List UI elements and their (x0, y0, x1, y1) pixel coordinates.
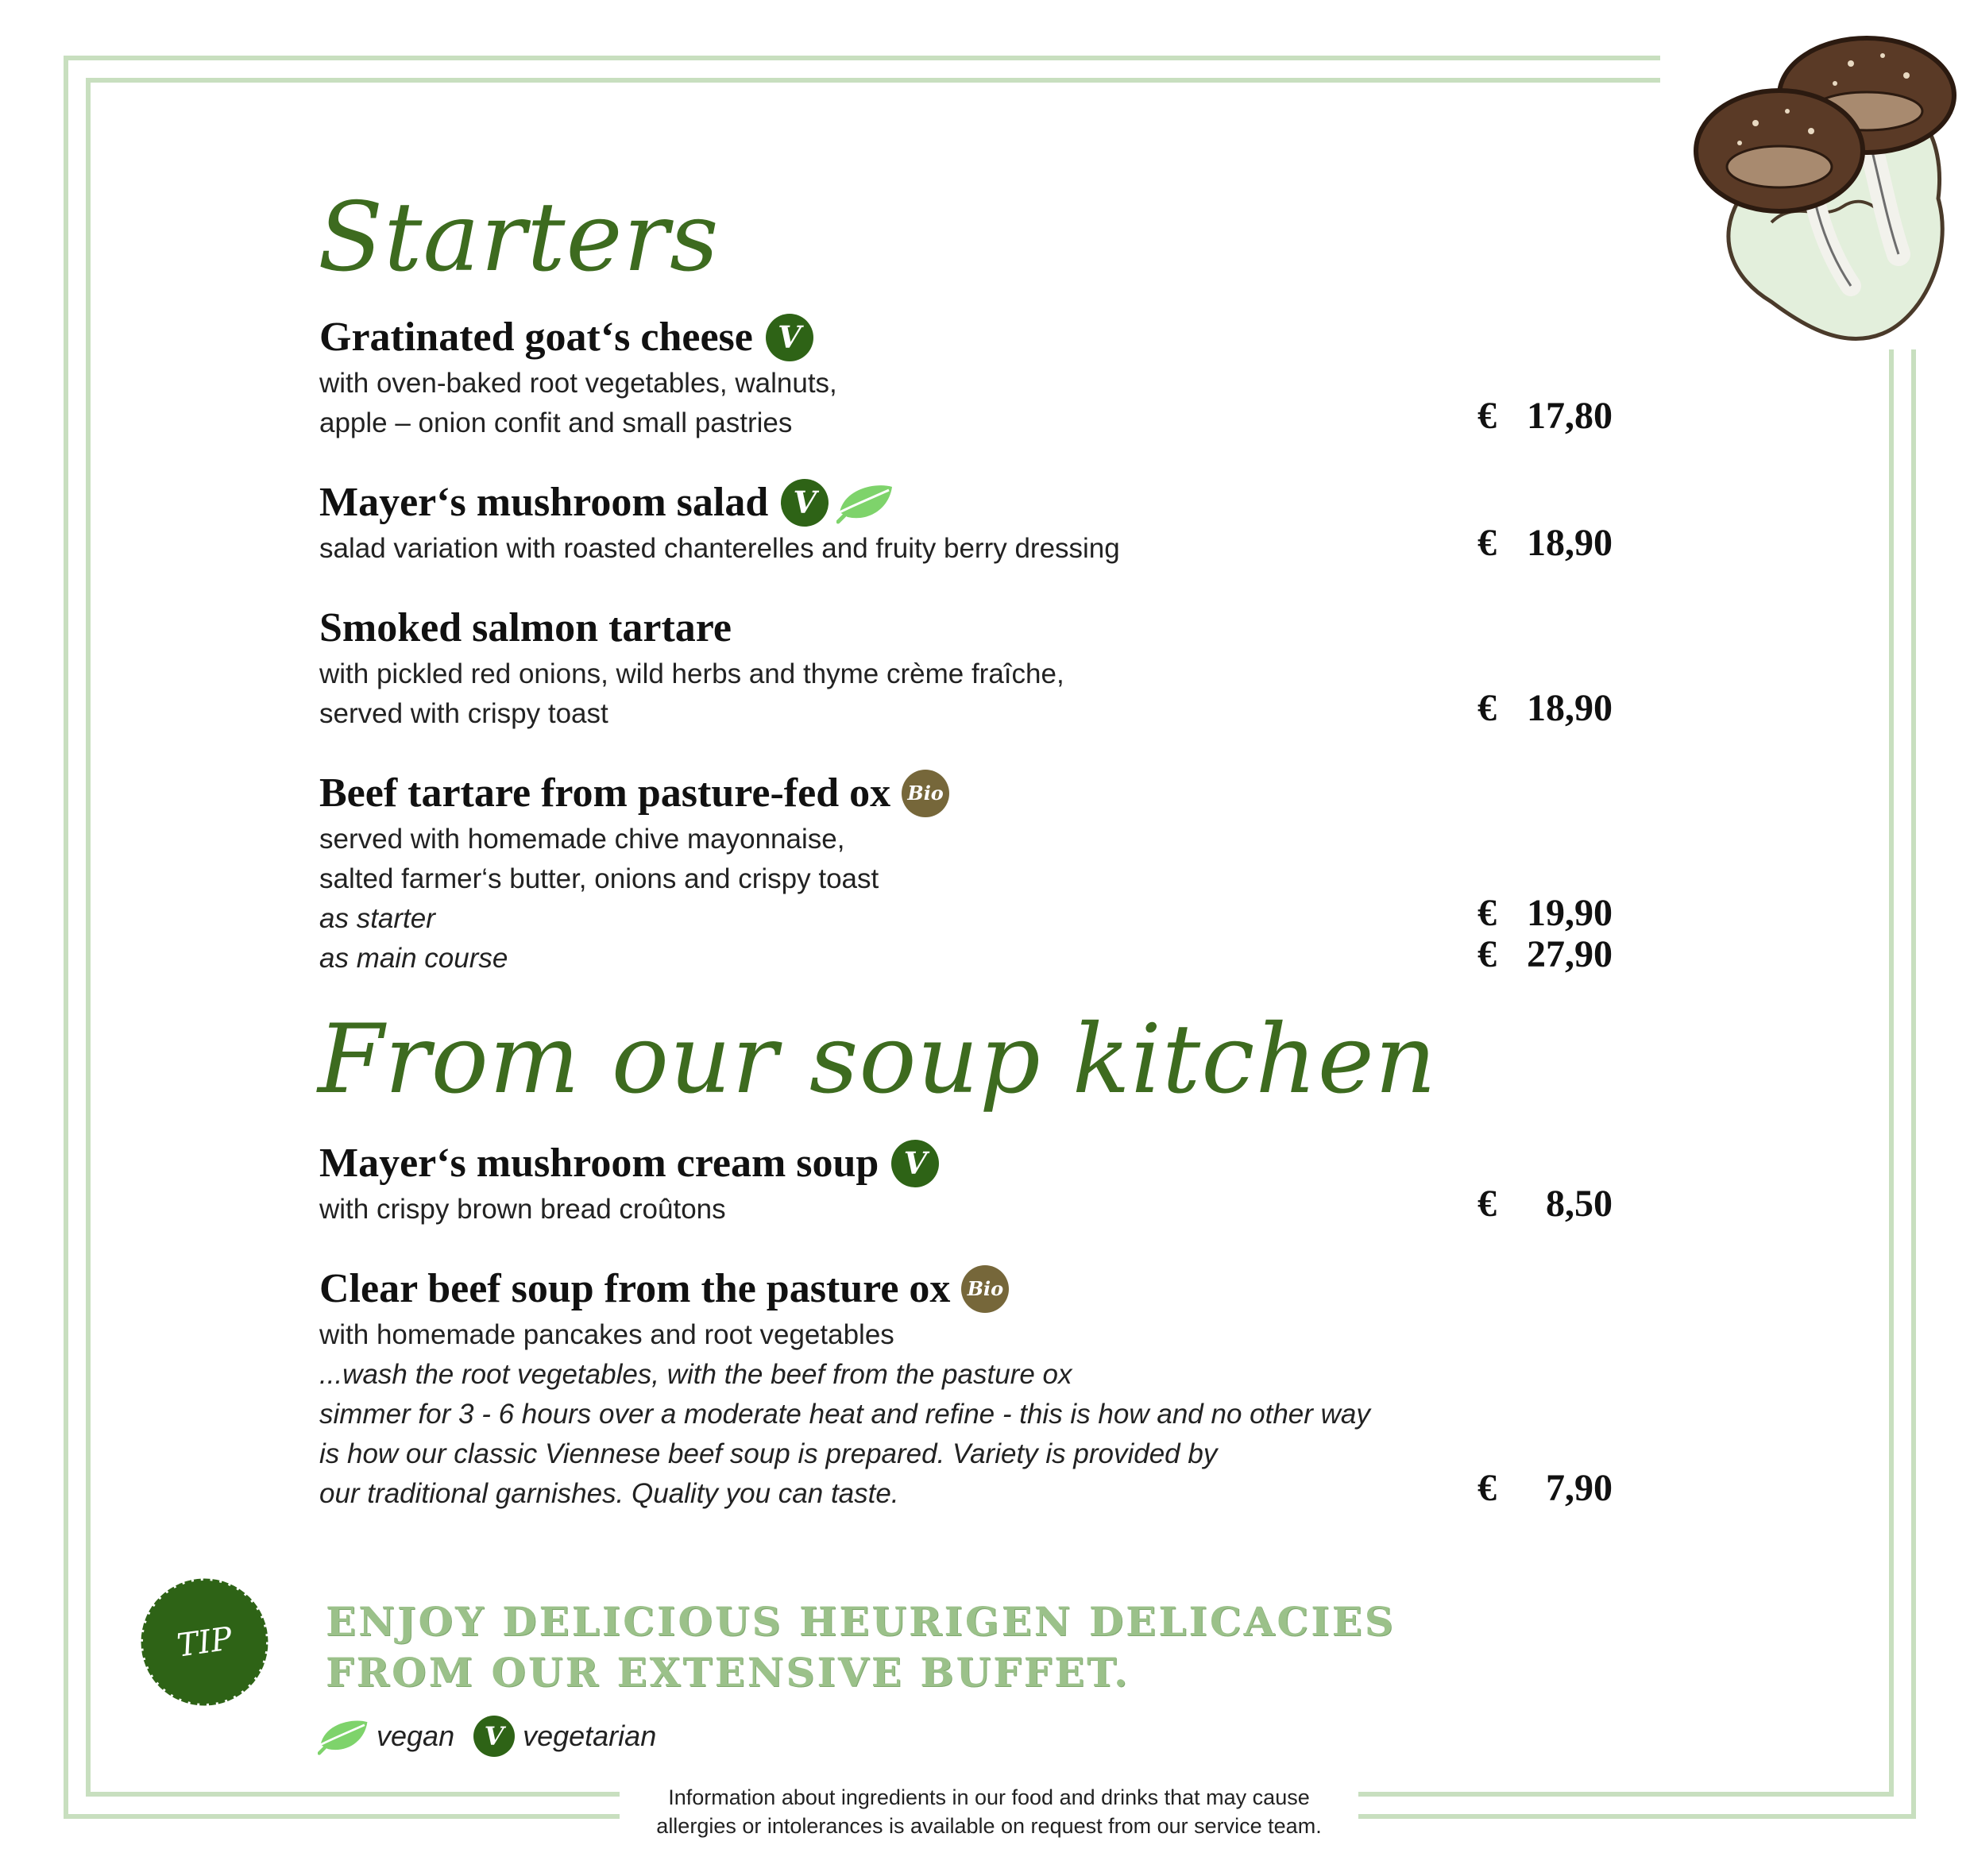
dish-description: served with homemade chive mayonnaise, (319, 824, 845, 855)
price-value: 19,90 (1527, 892, 1613, 934)
footnote-line: allergies or intolerances is available on request from our service team. (656, 1814, 1322, 1838)
menu-item-mushroom-soup (319, 1137, 1622, 1229)
variant-label: as main course (319, 943, 508, 974)
dish-description: with homemade pancakes and root vegetables (319, 1319, 894, 1350)
dish-description: salad variation with roasted chanterelles and fruity berry dressing (319, 533, 1120, 564)
price (1478, 1466, 1613, 1510)
bio-badge-icon: Bio (961, 1265, 1009, 1313)
dish-name: Smoked salmon tartare (319, 605, 732, 650)
tip-badge-icon (139, 1577, 270, 1708)
currency-symbol: € (1478, 687, 1497, 729)
soup-section-title: From our soup kitchen (318, 1005, 1438, 1115)
dish-description: with oven-baked root vegetables, walnuts, (319, 368, 837, 399)
vegetarian-badge-icon: V (781, 479, 829, 527)
price-value: 27,90 (1527, 933, 1613, 975)
price (1478, 932, 1613, 976)
bio-badge-icon: Bio (902, 770, 949, 817)
price (1478, 521, 1613, 565)
price-value: 7,90 (1546, 1467, 1613, 1509)
dish-description: salted farmer‘s butter, onions and crispy toast (319, 863, 879, 894)
price (1478, 394, 1613, 438)
buffet-line: FROM OUR EXTENSIVE BUFFET. (326, 1649, 1130, 1696)
menu-item-beef-tartare (319, 767, 1622, 979)
dish-description: with pickled red onions, wild herbs and thyme crème fraîche, (319, 658, 1064, 689)
allergen-footnote (620, 1783, 1358, 1840)
vegetarian-badge-icon: V (473, 1716, 515, 1757)
price (1478, 891, 1613, 935)
buffet-tip-text (326, 1596, 1396, 1698)
price-value: 17,80 (1527, 395, 1613, 437)
menu-item-mushroom-salad (319, 477, 1622, 569)
menu-item-beef-soup (319, 1263, 1622, 1514)
dish-name: Beef tartare from pasture-fed ox (319, 770, 891, 816)
currency-symbol: € (1478, 892, 1497, 934)
price-value: 8,50 (1546, 1183, 1613, 1225)
footnote-line: Information about ingredients in our food and drinks that may cause (668, 1785, 1310, 1809)
dish-name: Mayer‘s mushroom salad (319, 480, 769, 525)
menu-item-salmon-tartare (319, 602, 1622, 734)
legend (318, 1716, 656, 1757)
currency-symbol: € (1478, 1467, 1497, 1509)
price-value: 18,90 (1527, 522, 1613, 564)
menu-item-goats-cheese (319, 311, 1622, 443)
dish-name: Gratinated goat‘s cheese (319, 315, 753, 360)
legend-vegetarian-label: vegetarian (523, 1720, 657, 1752)
vegan-leaf-icon (318, 1716, 370, 1756)
dish-story: is how our classic Viennese beef soup is prepared. Variety is provided by (319, 1438, 1218, 1469)
currency-symbol: € (1478, 395, 1497, 437)
dish-description: served with crispy toast (319, 698, 608, 729)
price-value: 18,90 (1527, 687, 1613, 729)
dish-name: Mayer‘s mushroom cream soup (319, 1141, 879, 1186)
legend-vegan-label: vegan (377, 1720, 455, 1752)
buffet-line: ENJOY DELICIOUS HEURIGEN DELICACIES (326, 1598, 1396, 1645)
price (1478, 686, 1613, 730)
currency-symbol: € (1478, 1183, 1497, 1225)
vegetarian-badge-icon: V (891, 1140, 939, 1187)
currency-symbol: € (1478, 522, 1497, 564)
tip-label: TIP (175, 1620, 235, 1665)
starters-title: Starters (318, 183, 720, 293)
dish-description: with crispy brown bread croûtons (319, 1194, 726, 1225)
vegetarian-badge-icon: V (766, 314, 813, 361)
dish-name: Clear beef soup from the pasture ox (319, 1266, 951, 1311)
dish-description: apple – onion confit and small pastries (319, 407, 793, 438)
variant-label: as starter (319, 903, 435, 934)
dish-story: our traditional garnishes. Quality you can taste. (319, 1478, 899, 1509)
currency-symbol: € (1478, 933, 1497, 975)
dish-story: ...wash the root vegetables, with the beef from the pasture ox (319, 1359, 1072, 1390)
price (1478, 1182, 1613, 1226)
dish-story: simmer for 3 - 6 hours over a moderate heat and refine - this is how and no other way (319, 1399, 1370, 1430)
vegan-leaf-icon (836, 481, 895, 525)
mushroom-illustration (1684, 16, 1970, 349)
